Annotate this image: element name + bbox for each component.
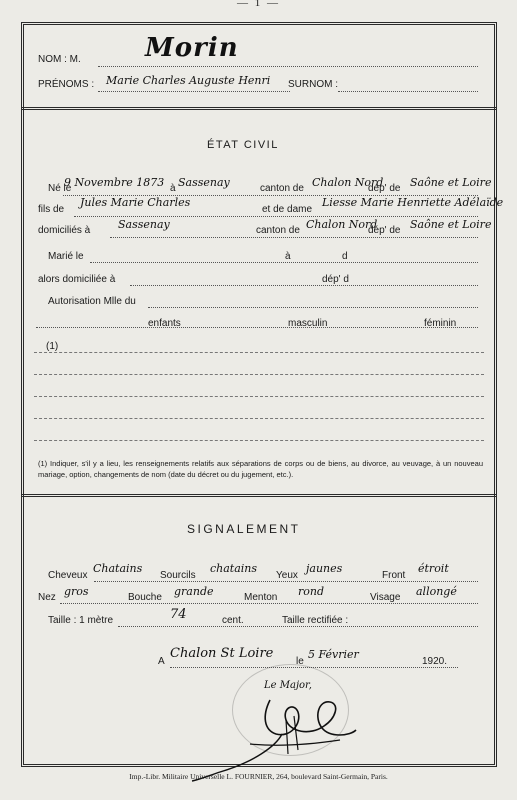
major-title: Le Major, — [264, 680, 312, 691]
blank-line — [34, 396, 484, 397]
signature-a-label: A — [158, 656, 165, 667]
printer-footer: Imp.-Libr. Militaire Universelle L. FOURNIER, 264, boulevard Saint-Germain, Paris. — [129, 772, 388, 781]
domicilies-value: Sassenay — [118, 218, 170, 231]
surnom-line — [338, 91, 478, 92]
birthplace-a-label: à — [170, 183, 176, 194]
ne-le-label: Né le — [48, 183, 72, 194]
enfants-label: enfants — [148, 318, 181, 329]
menton-label: Menton — [244, 592, 278, 603]
footnote: (1) Indiquer, s'il y a lieu, les renseignements relatifs aux séparations de corps ou de biens, au divorce, au veuvage, à un nouveau mariage, option, changements de nom (date du décret ou du jugement, etc.). — [38, 459, 483, 479]
dept2-label: dép' de — [368, 225, 401, 236]
blank-line — [34, 352, 484, 353]
feminin-label: féminin — [424, 318, 457, 329]
prenoms-line — [98, 91, 290, 92]
dept-value: Saône et Loire — [410, 176, 492, 189]
nom-label: NOM : M. — [38, 54, 81, 65]
yeux-value: jaunes — [306, 562, 343, 575]
signature-place: Chalon St Loire — [170, 646, 274, 661]
prenoms-label: PRÉNOMS : — [38, 79, 95, 90]
signature-le-label: le — [296, 656, 304, 667]
etat-civil-title: ÉTAT CIVIL — [207, 139, 279, 151]
marriage-line — [90, 262, 478, 263]
taille-line — [118, 626, 478, 627]
birth-date: 9 Novembre 1873 — [64, 176, 165, 189]
marie-label: Marié le — [48, 251, 84, 262]
father-name: Jules Marie Charles — [80, 196, 191, 209]
prenoms-value: Marie Charles Auguste Henri — [106, 74, 271, 87]
sourcils-value: chatains — [210, 562, 258, 575]
signalement-title: SIGNALEMENT — [187, 522, 301, 536]
nom-line — [98, 66, 478, 67]
front-value: étroit — [418, 562, 449, 575]
taille-value: 74 — [170, 607, 187, 622]
mother-label: et de dame — [262, 204, 313, 215]
mother-name: Liesse Marie Henriette Adélaïde — [322, 196, 504, 209]
dept2-value: Saône et Loire — [410, 218, 492, 231]
surnom-label: SURNOM : — [288, 79, 338, 90]
dept-label: dép' de — [368, 183, 401, 194]
marriage-a-label: à — [285, 251, 291, 262]
domicilies-label: domiciliés à — [38, 225, 91, 236]
alors-line — [130, 285, 478, 286]
masculin-label: masculin — [288, 318, 328, 329]
taille-label: Taille : 1 mètre — [48, 615, 114, 626]
signalement-line-1 — [94, 581, 478, 582]
blank-line — [34, 418, 484, 419]
visage-label: Visage — [370, 592, 401, 603]
blank-line — [34, 374, 484, 375]
canton-value: Chalon Nord — [312, 176, 384, 189]
yeux-label: Yeux — [276, 570, 298, 581]
fils-de-label: fils de — [38, 204, 65, 215]
signalement-line-2 — [60, 603, 478, 604]
section-separator — [21, 494, 497, 497]
signature-year: 1920. — [422, 656, 448, 667]
dept3-label: dép' d — [322, 274, 349, 285]
major-signature — [190, 686, 365, 782]
visage-value: allongé — [416, 585, 457, 598]
autorisation-label: Autorisation Mlle du — [48, 296, 136, 307]
parents-line — [74, 216, 478, 217]
bouche-label: Bouche — [128, 592, 162, 603]
nez-value: gros — [64, 585, 89, 598]
bouche-value: grande — [174, 585, 214, 598]
marriage-d-label: d — [342, 251, 348, 262]
section-separator — [21, 107, 497, 110]
cheveux-label: Cheveux — [48, 570, 88, 581]
menton-value: rond — [298, 585, 325, 598]
autorisation-line — [148, 307, 478, 308]
front-label: Front — [382, 570, 406, 581]
domicile-line — [110, 237, 478, 238]
cheveux-value: Chatains — [93, 562, 143, 575]
canton2-label: canton de — [256, 225, 300, 236]
signature-date: 5 Février — [308, 648, 359, 661]
page-number: — 1 — — [237, 0, 280, 9]
cent-label: cent. — [222, 615, 244, 626]
nez-label: Nez — [38, 592, 56, 603]
nom-value: Morin — [145, 33, 239, 63]
rectifiee-label: Taille rectifiée : — [282, 615, 349, 626]
children-line — [36, 327, 478, 328]
alors-label: alors domiciliée à — [38, 274, 116, 285]
canton2-value: Chalon Nord — [306, 218, 378, 231]
note-marker: (1) — [46, 341, 59, 352]
blank-line — [34, 440, 484, 441]
sourcils-label: Sourcils — [160, 570, 196, 581]
birthplace: Sassenay — [178, 176, 230, 189]
canton-label: canton de — [260, 183, 304, 194]
